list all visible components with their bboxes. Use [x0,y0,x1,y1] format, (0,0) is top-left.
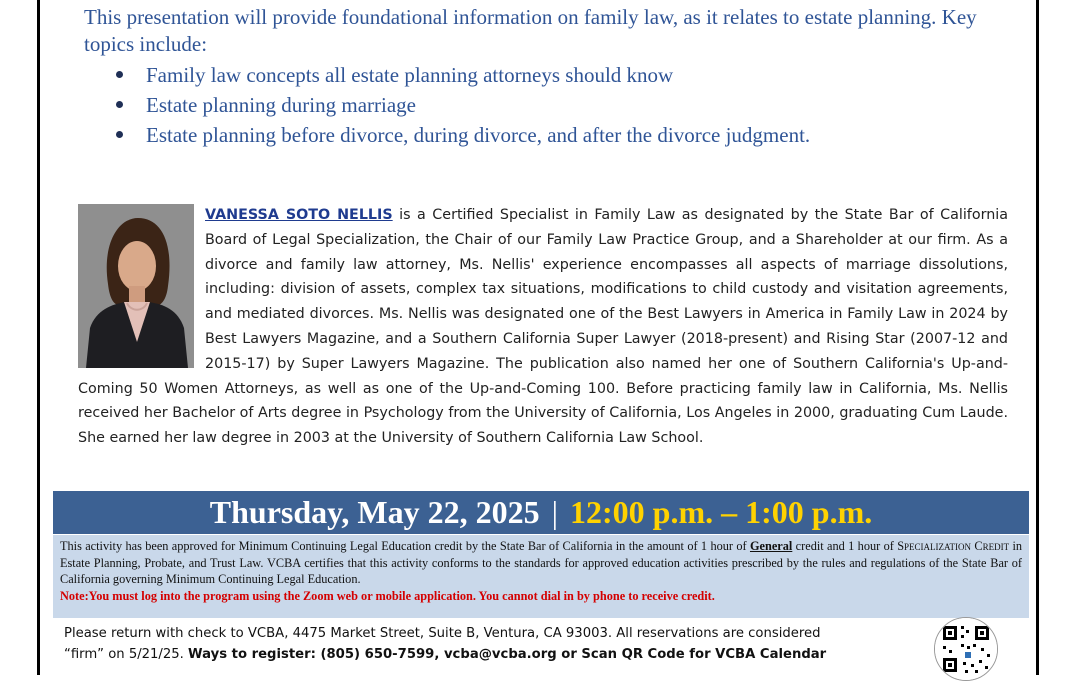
bullet-icon [116,131,123,138]
mcle-general: General [749,539,793,553]
zoom-note: Note:You must log into the program using the Zoom web or mobile application. You cannot dial in by phone to receive credit. [60,588,715,603]
topic-text: Family law concepts all estate planning attorneys should know [146,63,674,87]
topic-item [84,60,1014,90]
footer-line: Please return with check to VCBA, 4475 Market Street, Suite B, Ventura, CA 93003. All reservations are considered [64,626,821,641]
mcle-text: This activity has been approved for Minimum Continuing Legal Education credit by the State Bar of California in the amount of 1 hour of [60,539,750,553]
topic-item [84,90,1014,120]
event-date: Thursday, May 22, 2025 [209,494,540,530]
register-info: Ways to register: (805) 650-7599, vcba@vcba.org or Scan QR Code for VCBA Calendar [188,647,827,662]
speaker-bio [78,203,1008,451]
footer-deadline: “firm” on 5/21/25. [64,647,189,662]
event-date-banner [53,491,1029,534]
banner-separator: | [551,494,558,530]
qr-code-icon[interactable] [934,617,998,681]
topic-text: Estate planning before divorce, during divorce, and after the divorce judgment. [146,123,811,147]
intro-section [84,4,1014,150]
mcle-text: in Estate Planning, Probate, and Trust Law. VCBA certifies that this activity conforms to the standards for approved education activities prescribed by the rules and regulations of the State Bar of California governing Minimum Continuing Legal Education. [60,539,1023,586]
footer-line [64,644,924,665]
mcle-specialization: Specialization Credit [897,539,1010,553]
registration-footer [64,623,924,665]
mcle-credit-box [53,535,1029,618]
mcle-text: credit and 1 hour of [792,539,898,553]
topic-item [84,120,1014,150]
topic-text: Estate planning during marriage [146,93,416,117]
intro-text: This presentation will provide foundational information on family law, as it relates to estate planning. Key topics include: [84,5,977,56]
speaker-bio-text: is a Certified Specialist in Family Law as designated by the State Bar of California Board of Legal Specialization, the Chair of our Family Law Practice Group, and a Shareholder at our firm. As a divorce and family law attorney, Ms. Nellis' experience encompasses all aspects of marriage dissolutions, including: division of assets, complex tax situations, modifications to child custody and visitation agreements, and mediated divorces. Ms. Nellis was designated one of the Best Lawyers in America in Family Law in 2024 by Best Lawyers Magazine, and a Southern California Super Lawyer (2018-present) and Rising Star (2007-12 and 2015-17) by Super Lawyers Magazine. The publication also named her one of Southern California's Up-and-Coming 50 Women Attorneys, as well as one of the Up-and-Coming 100. Before practicing family law in California, Ms. Nellis received her Bachelor of Arts degree in Psychology from the University of California, Los Angeles in 2000, graduating Cum Laude. She earned her law degree in 2003 at the University of Southern California Law School. [78,207,1008,447]
qr-code-graphic [935,618,997,680]
bullet-icon [116,101,123,108]
topic-list [84,60,1014,150]
speaker-name: VANESSA SOTO NELLIS [205,207,393,223]
event-time: 12:00 p.m. – 1:00 p.m. [570,494,873,530]
bullet-icon [116,71,123,78]
